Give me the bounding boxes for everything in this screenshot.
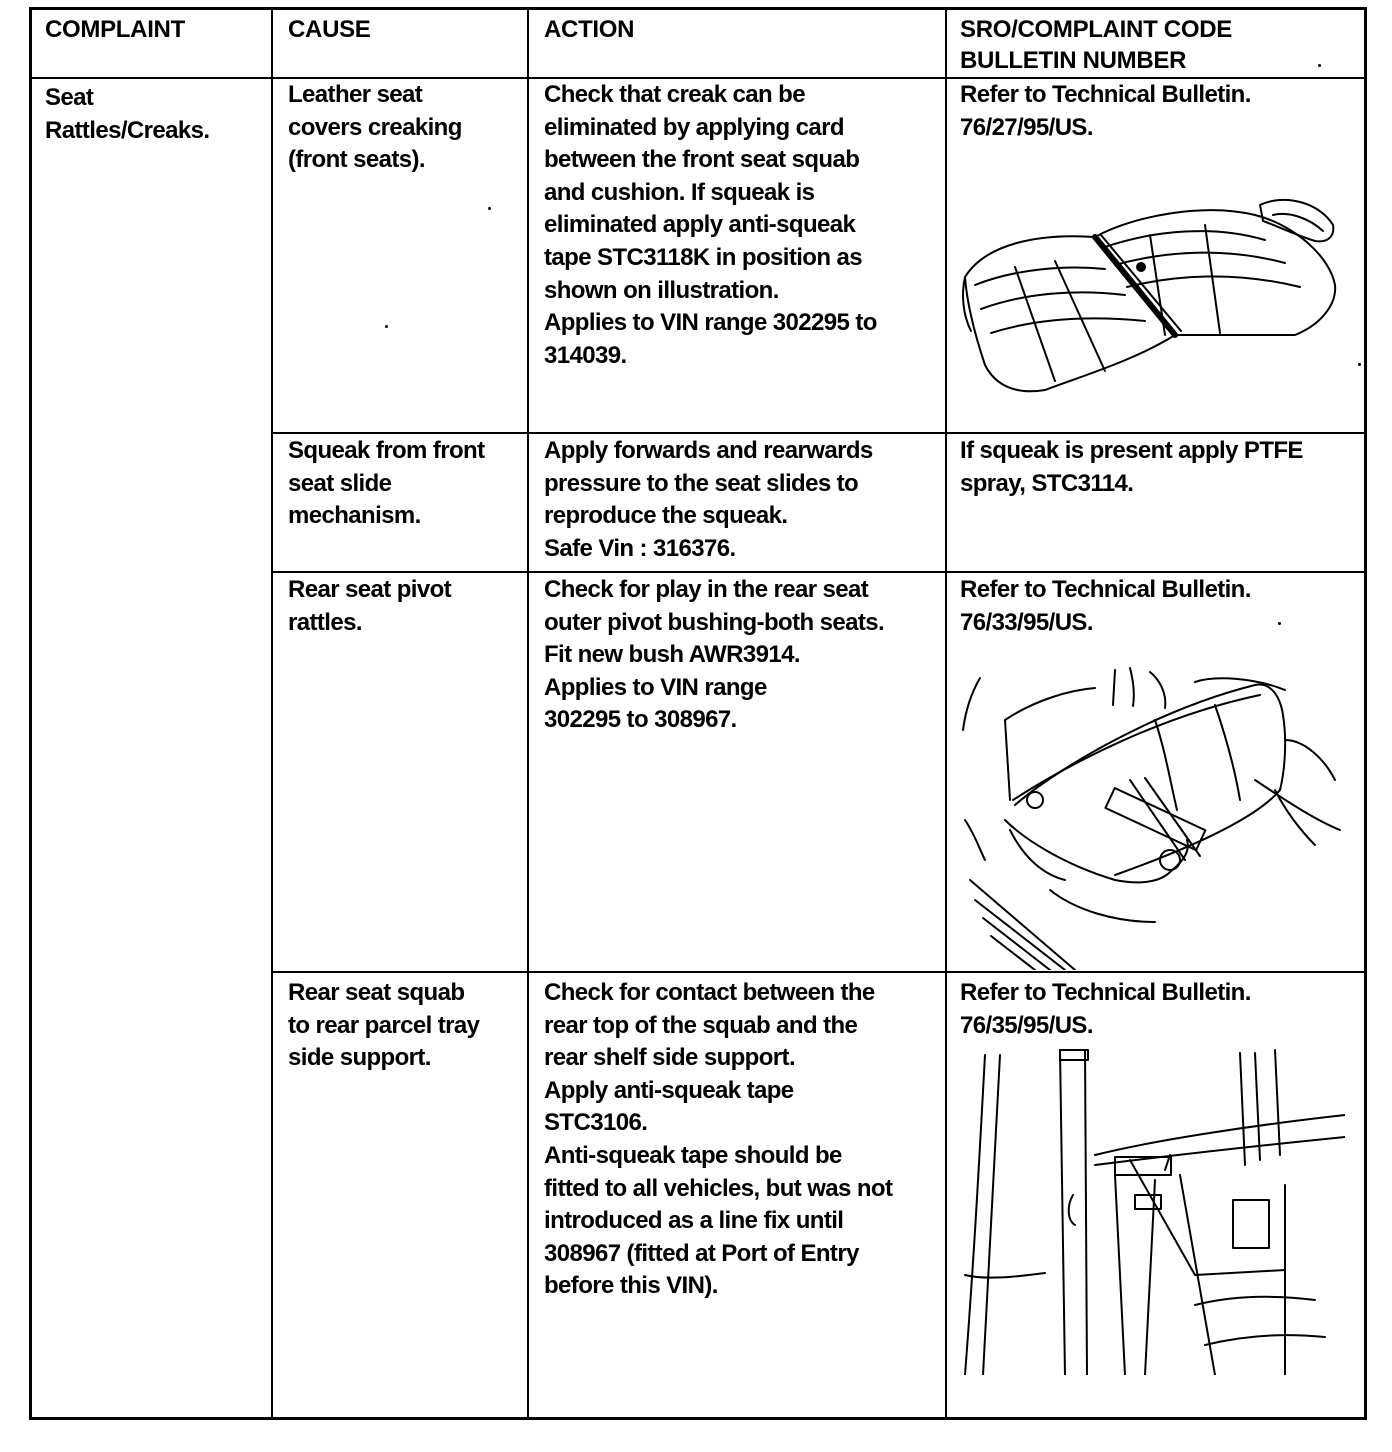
row3-code: Refer to Technical Bulletin. 76/33/95/US.: [960, 576, 1251, 636]
row2-action: Apply forwards and rearwards pressure to the seat slides to reproduce the squeak. Safe Vin : 316376.: [544, 437, 873, 562]
scan-speck: [1318, 64, 1321, 67]
row1-action: Check that creak can be eliminated by applying card between the front seat squab and cushion. If squeak is eliminated apply anti-squeak tape STC3118K in position as shown on illustration. Applies to VIN range 302295 to 314039.: [544, 81, 877, 369]
header-complaint: COMPLAINT: [45, 16, 185, 43]
rear-seat-pivot-illustration: [955, 660, 1345, 970]
row1-cause: Leather seat covers creaking (front seats).: [288, 81, 462, 174]
row4-action: Check for contact between the rear top of the squab and the rear shelf side support. Apply anti-squeak tape STC3106. Anti-squeak tape should be fitted to all vehicles, but was not introduced as a line fix until 308967 (fitted at Port of Entry before this VIN).: [544, 979, 893, 1300]
row3-action: Check for play in the rear seat outer pivot bushing-both seats. Fit new bush AWR3914. Applies to VIN range 302295 to 308967.: [544, 576, 885, 734]
row2-code: If squeak is present apply PTFE spray, STC3114.: [960, 437, 1303, 497]
complaint-text: Seat Rattles/Creaks.: [45, 84, 210, 144]
parcel-tray-support-illustration: [955, 1045, 1345, 1375]
row-divider: [271, 571, 1367, 573]
row1-code: Refer to Technical Bulletin. 76/27/95/US.: [960, 81, 1251, 141]
row-divider: [271, 432, 1367, 434]
header-code: SRO/COMPLAINT CODE BULLETIN NUMBER: [960, 16, 1232, 74]
header-action: ACTION: [544, 16, 635, 43]
row4-code: Refer to Technical Bulletin. 76/35/95/US.: [960, 979, 1251, 1039]
column-divider: [527, 7, 529, 1420]
header-cause: CAUSE: [288, 16, 371, 43]
row-divider: [271, 971, 1367, 973]
scan-speck: [488, 207, 491, 210]
scan-speck: [385, 325, 388, 328]
column-divider: [945, 7, 947, 1420]
row4-cause: Rear seat squab to rear parcel tray side support.: [288, 979, 480, 1072]
scan-speck: [1358, 363, 1361, 366]
scan-speck: [1278, 622, 1281, 625]
front-seat-tape-illustration: [955, 185, 1345, 400]
row2-cause: Squeak from front seat slide mechanism.: [288, 437, 485, 530]
column-divider: [271, 7, 273, 1420]
row3-cause: Rear seat pivot rattles.: [288, 576, 452, 636]
